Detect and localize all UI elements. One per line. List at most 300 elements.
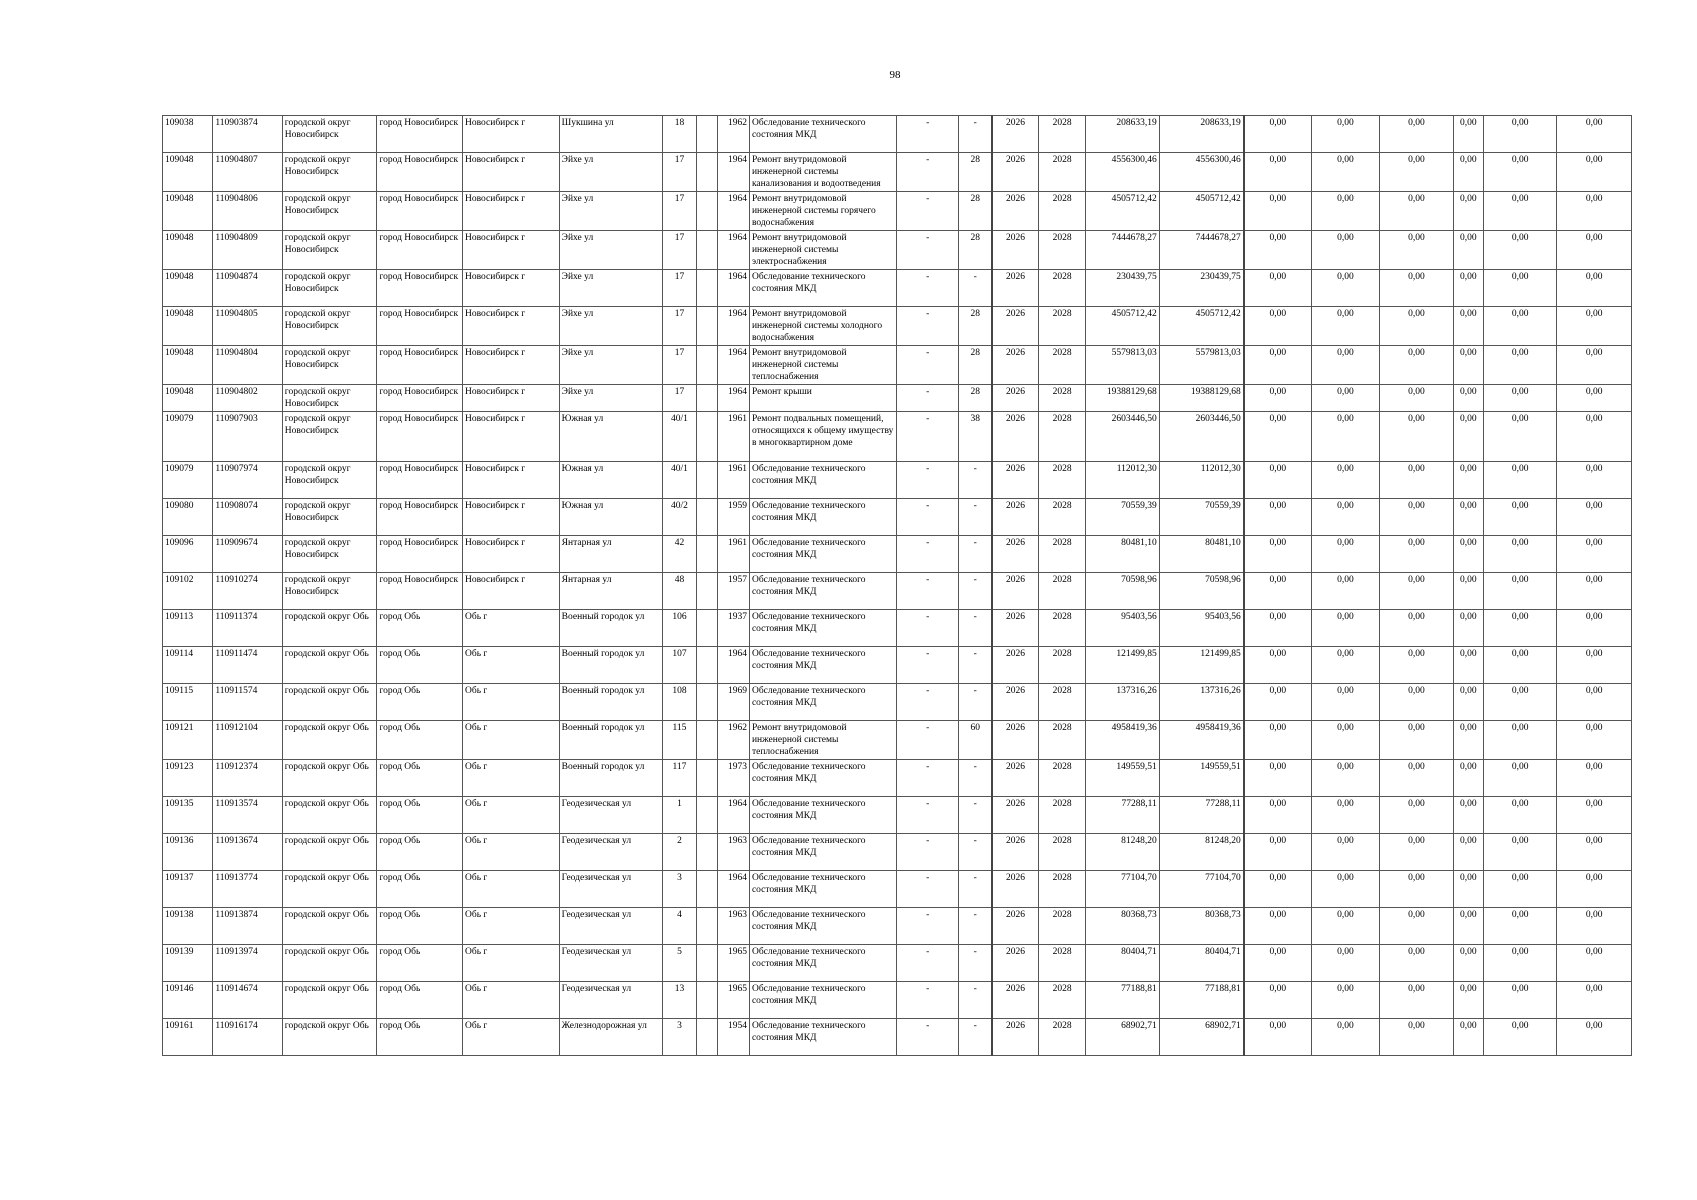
- table-cell: 2603446,50: [1159, 412, 1244, 462]
- table-cell: [696, 499, 717, 536]
- table-cell: городской округ Обь: [282, 871, 377, 908]
- table-cell: Обь г: [463, 834, 560, 871]
- table-cell: 1969: [717, 684, 749, 721]
- table-cell: 28: [959, 307, 992, 346]
- table-cell: 0,00: [1311, 982, 1379, 1019]
- table-cell: 110911374: [213, 610, 282, 647]
- table-cell: -: [896, 116, 958, 153]
- table-cell: Новосибирск г: [463, 307, 560, 346]
- table-cell: 4505712,42: [1086, 307, 1160, 346]
- table-cell: [696, 684, 717, 721]
- table-cell: 0,00: [1453, 153, 1483, 192]
- table-cell: -: [896, 231, 958, 270]
- table-cell: 0,00: [1557, 536, 1632, 573]
- table-cell: -: [959, 871, 992, 908]
- table-cell: 2026: [992, 684, 1038, 721]
- table-cell: 2028: [1038, 647, 1085, 684]
- table-cell: 0,00: [1311, 647, 1379, 684]
- table-cell: 2028: [1038, 945, 1085, 982]
- table-row: [163, 721, 1632, 760]
- table-cell: 0,00: [1380, 945, 1454, 982]
- table-cell: 0,00: [1483, 647, 1557, 684]
- table-cell: 0,00: [1311, 192, 1379, 231]
- table-cell: 2028: [1038, 270, 1085, 307]
- table-cell: 2026: [992, 116, 1038, 153]
- table-cell: Обследование технического состояния МКД: [749, 610, 896, 647]
- table-cell: город Новосибирск: [377, 116, 463, 153]
- table-cell: -: [959, 684, 992, 721]
- table-cell: городской округ Обь: [282, 908, 377, 945]
- table-cell: 17: [663, 231, 696, 270]
- table-cell: город Обь: [377, 610, 463, 647]
- table-cell: 0,00: [1483, 307, 1557, 346]
- table-cell: 0,00: [1380, 270, 1454, 307]
- table-cell: 0,00: [1244, 462, 1311, 499]
- table-cell: 1965: [717, 945, 749, 982]
- table-cell: Новосибирск г: [463, 231, 560, 270]
- table-cell: 0,00: [1483, 346, 1557, 385]
- table-cell: 2026: [992, 760, 1038, 797]
- table-cell: -: [896, 982, 958, 1019]
- table-cell: 2028: [1038, 834, 1085, 871]
- table-cell: 0,00: [1453, 797, 1483, 834]
- table-cell: 3: [663, 871, 696, 908]
- table-cell: Эйхе ул: [559, 270, 663, 307]
- table-cell: Обь г: [463, 982, 560, 1019]
- table-cell: 109048: [163, 153, 213, 192]
- table-cell: 2028: [1038, 573, 1085, 610]
- table-cell: Геодезическая ул: [559, 871, 663, 908]
- table-cell: 2026: [992, 499, 1038, 536]
- table-cell: 0,00: [1311, 610, 1379, 647]
- table-cell: 18: [663, 116, 696, 153]
- table-cell: 208633,19: [1159, 116, 1244, 153]
- table-cell: 0,00: [1311, 834, 1379, 871]
- table-cell: -: [896, 192, 958, 231]
- table-row: [163, 462, 1632, 499]
- table-cell: 77288,11: [1159, 797, 1244, 834]
- table-cell: 0,00: [1244, 153, 1311, 192]
- table-cell: Обь г: [463, 945, 560, 982]
- table-cell: Обследование технического состояния МКД: [749, 908, 896, 945]
- table-cell: Обследование технического состояния МКД: [749, 834, 896, 871]
- table-cell: 95403,56: [1159, 610, 1244, 647]
- table-cell: 42: [663, 536, 696, 573]
- table-cell: 0,00: [1483, 797, 1557, 834]
- table-cell: 110904806: [213, 192, 282, 231]
- table-cell: 110909674: [213, 536, 282, 573]
- table-cell: 0,00: [1380, 153, 1454, 192]
- table-cell: 0,00: [1244, 982, 1311, 1019]
- table-cell: [696, 346, 717, 385]
- table-cell: Обследование технического состояния МКД: [749, 647, 896, 684]
- table-cell: 0,00: [1380, 192, 1454, 231]
- table-cell: 0,00: [1453, 499, 1483, 536]
- table-cell: 2026: [992, 1019, 1038, 1056]
- table-cell: Обследование технического состояния МКД: [749, 982, 896, 1019]
- table-cell: городской округ Новосибирск: [282, 270, 377, 307]
- repair-program-table: [162, 115, 1632, 1056]
- table-cell: 109138: [163, 908, 213, 945]
- table-cell: 0,00: [1483, 231, 1557, 270]
- table-cell: 0,00: [1311, 945, 1379, 982]
- table-cell: 0,00: [1557, 192, 1632, 231]
- table-cell: 0,00: [1557, 116, 1632, 153]
- table-cell: Обследование технического состояния МКД: [749, 945, 896, 982]
- table-cell: 110913574: [213, 797, 282, 834]
- table-cell: 2028: [1038, 871, 1085, 908]
- table-cell: 5: [663, 945, 696, 982]
- table-row: [163, 346, 1632, 385]
- table-cell: 2028: [1038, 462, 1085, 499]
- table-row: [163, 412, 1632, 462]
- table-row: [163, 499, 1632, 536]
- table-cell: город Новосибирск: [377, 499, 463, 536]
- table-cell: 110913974: [213, 945, 282, 982]
- table-row: [163, 834, 1632, 871]
- table-cell: 2026: [992, 573, 1038, 610]
- table-cell: 110904807: [213, 153, 282, 192]
- table-cell: 0,00: [1483, 982, 1557, 1019]
- table-cell: 109048: [163, 270, 213, 307]
- table-cell: -: [896, 385, 958, 412]
- table-cell: 0,00: [1380, 760, 1454, 797]
- table-cell: город Новосибирск: [377, 346, 463, 385]
- table-cell: Эйхе ул: [559, 231, 663, 270]
- table-cell: город Новосибирск: [377, 385, 463, 412]
- table-cell: 0,00: [1311, 412, 1379, 462]
- table-cell: город Обь: [377, 871, 463, 908]
- table-cell: 70598,96: [1086, 573, 1160, 610]
- table-cell: 0,00: [1483, 116, 1557, 153]
- table-cell: 110904805: [213, 307, 282, 346]
- table-cell: 0,00: [1453, 385, 1483, 412]
- table-cell: 0,00: [1380, 573, 1454, 610]
- table-cell: [696, 834, 717, 871]
- table-cell: 0,00: [1311, 908, 1379, 945]
- table-cell: городской округ Обь: [282, 797, 377, 834]
- page-number: 98: [889, 69, 901, 81]
- table-cell: 0,00: [1380, 231, 1454, 270]
- table-cell: 0,00: [1311, 462, 1379, 499]
- table-cell: 1957: [717, 573, 749, 610]
- table-cell: Геодезическая ул: [559, 945, 663, 982]
- table-cell: 109048: [163, 307, 213, 346]
- table-cell: городской округ Обь: [282, 684, 377, 721]
- table-cell: 0,00: [1311, 871, 1379, 908]
- table-cell: 0,00: [1380, 721, 1454, 760]
- table-cell: 109136: [163, 834, 213, 871]
- table-cell: [696, 307, 717, 346]
- table-cell: -: [959, 116, 992, 153]
- table-cell: 0,00: [1483, 684, 1557, 721]
- table-cell: Новосибирск г: [463, 192, 560, 231]
- table-cell: 80404,71: [1086, 945, 1160, 982]
- table-cell: [696, 536, 717, 573]
- table-cell: город Новосибирск: [377, 307, 463, 346]
- table-cell: 0,00: [1483, 270, 1557, 307]
- table-cell: 0,00: [1453, 871, 1483, 908]
- table-cell: 0,00: [1244, 834, 1311, 871]
- table-cell: 0,00: [1557, 760, 1632, 797]
- table-cell: [696, 908, 717, 945]
- table-cell: 0,00: [1311, 231, 1379, 270]
- table-cell: 109121: [163, 721, 213, 760]
- table-cell: 2: [663, 834, 696, 871]
- table-cell: Южная ул: [559, 499, 663, 536]
- table-cell: -: [896, 346, 958, 385]
- table-cell: город Новосибирск: [377, 573, 463, 610]
- table-cell: 28: [959, 385, 992, 412]
- table-cell: -: [959, 536, 992, 573]
- table-cell: 4505712,42: [1159, 307, 1244, 346]
- table-row: [163, 307, 1632, 346]
- table-cell: 0,00: [1557, 834, 1632, 871]
- table-cell: 0,00: [1311, 573, 1379, 610]
- table-cell: городской округ Новосибирск: [282, 499, 377, 536]
- table-cell: город Обь: [377, 1019, 463, 1056]
- table-cell: [696, 610, 717, 647]
- table-cell: 121499,85: [1159, 647, 1244, 684]
- table-cell: Обследование технического состояния МКД: [749, 462, 896, 499]
- table-cell: 2028: [1038, 385, 1085, 412]
- table-cell: 2028: [1038, 684, 1085, 721]
- table-cell: Обследование технического состояния МКД: [749, 573, 896, 610]
- table-cell: [696, 647, 717, 684]
- table-cell: 0,00: [1483, 573, 1557, 610]
- table-cell: 0,00: [1483, 871, 1557, 908]
- table-cell: городской округ Обь: [282, 1019, 377, 1056]
- table-cell: 0,00: [1380, 684, 1454, 721]
- table-row: [163, 647, 1632, 684]
- table-cell: 0,00: [1244, 499, 1311, 536]
- table-cell: 0,00: [1483, 192, 1557, 231]
- table-cell: Обследование технического состояния МКД: [749, 270, 896, 307]
- table-cell: 1961: [717, 462, 749, 499]
- table-cell: 1963: [717, 834, 749, 871]
- table-cell: -: [896, 871, 958, 908]
- table-cell: 109048: [163, 346, 213, 385]
- table-cell: 109096: [163, 536, 213, 573]
- table-cell: Обследование технического состояния МКД: [749, 871, 896, 908]
- table-cell: 2026: [992, 536, 1038, 573]
- table-cell: Обь г: [463, 908, 560, 945]
- table-cell: [696, 797, 717, 834]
- table-cell: 0,00: [1244, 647, 1311, 684]
- table-cell: Шукшина ул: [559, 116, 663, 153]
- table-cell: -: [896, 834, 958, 871]
- table-cell: 112012,30: [1086, 462, 1160, 499]
- table-cell: 0,00: [1557, 982, 1632, 1019]
- table-cell: 0,00: [1483, 834, 1557, 871]
- table-cell: 0,00: [1380, 982, 1454, 1019]
- table-cell: 0,00: [1557, 462, 1632, 499]
- table-cell: 48: [663, 573, 696, 610]
- table-cell: 110912374: [213, 760, 282, 797]
- table-cell: 110913674: [213, 834, 282, 871]
- table-cell: 0,00: [1380, 385, 1454, 412]
- table-cell: Железнодорожная ул: [559, 1019, 663, 1056]
- table-cell: Эйхе ул: [559, 153, 663, 192]
- table-cell: Ремонт крыши: [749, 385, 896, 412]
- table-cell: 0,00: [1311, 797, 1379, 834]
- table-cell: 0,00: [1380, 871, 1454, 908]
- table-cell: 0,00: [1557, 684, 1632, 721]
- table-cell: -: [959, 573, 992, 610]
- table-cell: 137316,26: [1159, 684, 1244, 721]
- table-cell: городской округ Новосибирск: [282, 307, 377, 346]
- table-cell: [696, 760, 717, 797]
- table-cell: -: [896, 153, 958, 192]
- table-cell: 0,00: [1453, 462, 1483, 499]
- table-cell: 2026: [992, 871, 1038, 908]
- table-cell: 1964: [717, 871, 749, 908]
- table-cell: 2026: [992, 192, 1038, 231]
- table-cell: 0,00: [1244, 231, 1311, 270]
- table-cell: [696, 573, 717, 610]
- table-cell: -: [959, 1019, 992, 1056]
- table-cell: 110904874: [213, 270, 282, 307]
- table-cell: 109080: [163, 499, 213, 536]
- table-cell: 68902,71: [1159, 1019, 1244, 1056]
- table-cell: 0,00: [1483, 462, 1557, 499]
- table-cell: Военный городок ул: [559, 760, 663, 797]
- table-cell: 1964: [717, 346, 749, 385]
- table-cell: 110911574: [213, 684, 282, 721]
- table-cell: 0,00: [1244, 684, 1311, 721]
- table-cell: -: [959, 610, 992, 647]
- table-cell: 0,00: [1453, 192, 1483, 231]
- table-cell: 95403,56: [1086, 610, 1160, 647]
- table-cell: 28: [959, 153, 992, 192]
- table-cell: Обь г: [463, 760, 560, 797]
- table-cell: 2028: [1038, 499, 1085, 536]
- table-cell: -: [896, 462, 958, 499]
- table-cell: 2028: [1038, 231, 1085, 270]
- table-cell: 0,00: [1483, 1019, 1557, 1056]
- table-cell: Обь г: [463, 797, 560, 834]
- table-cell: 2026: [992, 610, 1038, 647]
- table-cell: городской округ Обь: [282, 834, 377, 871]
- table-cell: 1959: [717, 499, 749, 536]
- table-cell: 110912104: [213, 721, 282, 760]
- table-cell: 0,00: [1453, 834, 1483, 871]
- table-cell: 40/2: [663, 499, 696, 536]
- table-cell: 0,00: [1453, 647, 1483, 684]
- table-cell: 0,00: [1557, 153, 1632, 192]
- table-row: [163, 610, 1632, 647]
- table-cell: -: [896, 647, 958, 684]
- table-cell: Обь г: [463, 647, 560, 684]
- table-cell: 7444678,27: [1159, 231, 1244, 270]
- table-cell: 2028: [1038, 721, 1085, 760]
- table-cell: 149559,51: [1086, 760, 1160, 797]
- table-cell: 60: [959, 721, 992, 760]
- table-cell: 1: [663, 797, 696, 834]
- table-cell: 2603446,50: [1086, 412, 1160, 462]
- table-cell: 2028: [1038, 610, 1085, 647]
- table-cell: 70559,39: [1086, 499, 1160, 536]
- table-cell: 1961: [717, 536, 749, 573]
- table-cell: 2028: [1038, 412, 1085, 462]
- table-cell: 19388129,68: [1086, 385, 1160, 412]
- table-cell: 17: [663, 346, 696, 385]
- table-cell: 2028: [1038, 346, 1085, 385]
- table-cell: 0,00: [1244, 307, 1311, 346]
- table-cell: 0,00: [1557, 908, 1632, 945]
- table-cell: городской округ Новосибирск: [282, 153, 377, 192]
- table-cell: 0,00: [1453, 116, 1483, 153]
- table-cell: Обследование технического состояния МКД: [749, 536, 896, 573]
- table-cell: 0,00: [1244, 760, 1311, 797]
- table-cell: 0,00: [1557, 412, 1632, 462]
- table-cell: -: [896, 684, 958, 721]
- table-cell: Обследование технического состояния МКД: [749, 116, 896, 153]
- table-cell: город Обь: [377, 760, 463, 797]
- table-cell: 0,00: [1453, 307, 1483, 346]
- table-cell: Ремонт внутридомовой инженерной системы холодного водоснабжения: [749, 307, 896, 346]
- table-cell: 1964: [717, 797, 749, 834]
- table-cell: 1964: [717, 647, 749, 684]
- table-cell: 4: [663, 908, 696, 945]
- table-cell: 110904804: [213, 346, 282, 385]
- table-cell: 0,00: [1311, 270, 1379, 307]
- table-cell: 0,00: [1453, 721, 1483, 760]
- table-cell: 2028: [1038, 307, 1085, 346]
- table-cell: 109048: [163, 385, 213, 412]
- table-cell: Ремонт подвальных помещений, относящихся к общему имуществу в многоквартирном доме: [749, 412, 896, 462]
- table-cell: город Обь: [377, 908, 463, 945]
- table-cell: 109048: [163, 231, 213, 270]
- table-row: [163, 945, 1632, 982]
- table-cell: [696, 270, 717, 307]
- table-cell: городской округ Обь: [282, 982, 377, 1019]
- table-cell: 110903874: [213, 116, 282, 153]
- table-cell: 0,00: [1453, 610, 1483, 647]
- table-cell: 137316,26: [1086, 684, 1160, 721]
- table-cell: 77104,70: [1159, 871, 1244, 908]
- table-cell: 0,00: [1557, 610, 1632, 647]
- table-cell: Новосибирск г: [463, 536, 560, 573]
- table-cell: 109038: [163, 116, 213, 153]
- table-cell: 109137: [163, 871, 213, 908]
- table-cell: 17: [663, 192, 696, 231]
- table-cell: 0,00: [1311, 153, 1379, 192]
- table-row: [163, 385, 1632, 412]
- table-cell: 1937: [717, 610, 749, 647]
- table-cell: 1973: [717, 760, 749, 797]
- table-cell: -: [896, 760, 958, 797]
- table-cell: Ремонт внутридомовой инженерной системы теплоснабжения: [749, 721, 896, 760]
- table-cell: -: [959, 499, 992, 536]
- table-cell: Ремонт внутридомовой инженерной системы электроснабжения: [749, 231, 896, 270]
- table-cell: городской округ Обь: [282, 610, 377, 647]
- table-cell: Новосибирск г: [463, 499, 560, 536]
- table-cell: 230439,75: [1086, 270, 1160, 307]
- table-cell: город Обь: [377, 797, 463, 834]
- table-cell: Геодезическая ул: [559, 908, 663, 945]
- table-cell: город Новосибирск: [377, 231, 463, 270]
- table-cell: 110913774: [213, 871, 282, 908]
- table-cell: 2026: [992, 908, 1038, 945]
- table-cell: 0,00: [1453, 1019, 1483, 1056]
- table-cell: 0,00: [1453, 684, 1483, 721]
- table-cell: Военный городок ул: [559, 721, 663, 760]
- table-row: [163, 153, 1632, 192]
- table-cell: городской округ Новосибирск: [282, 116, 377, 153]
- table-row: [163, 797, 1632, 834]
- table-cell: 77288,11: [1086, 797, 1160, 834]
